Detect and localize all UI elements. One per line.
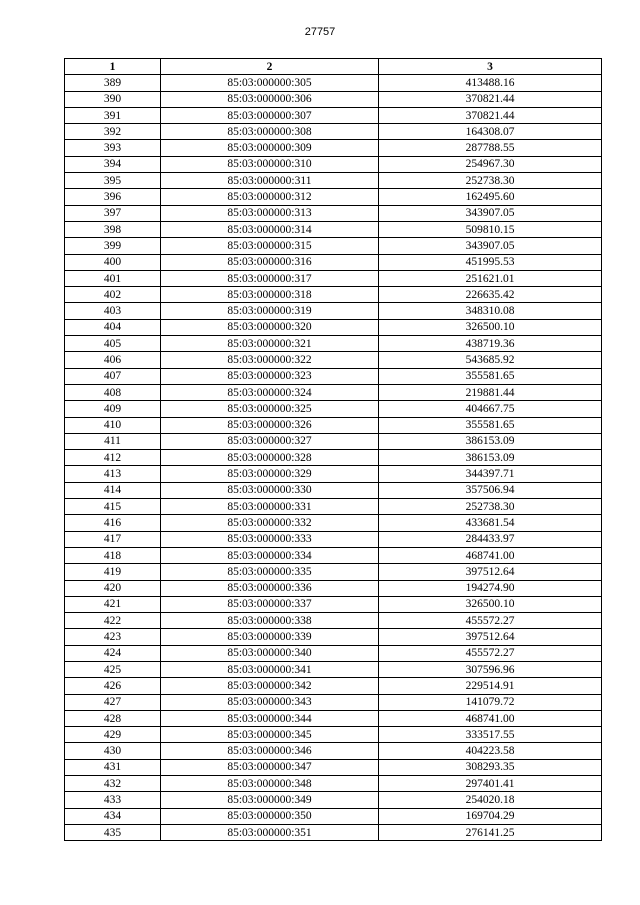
cadastral-number-cell: 85:03:000000:341 [161, 661, 379, 677]
row-number-cell: 431 [65, 759, 161, 775]
row-number-cell: 428 [65, 710, 161, 726]
value-cell: 413488.16 [379, 75, 602, 91]
row-number-cell: 417 [65, 531, 161, 547]
value-cell: 252738.30 [379, 499, 602, 515]
value-cell: 297401.41 [379, 776, 602, 792]
table-row [65, 319, 602, 335]
value-cell: 370821.44 [379, 91, 602, 107]
table-row [65, 75, 602, 91]
table-row [65, 645, 602, 661]
table-row [65, 694, 602, 710]
cadastral-number-cell: 85:03:000000:334 [161, 547, 379, 563]
value-cell: 455572.27 [379, 645, 602, 661]
row-number-cell: 390 [65, 91, 161, 107]
row-number-cell: 405 [65, 336, 161, 352]
table-row [65, 221, 602, 237]
value-cell: 308293.35 [379, 759, 602, 775]
row-number-cell: 397 [65, 205, 161, 221]
value-cell: 333517.55 [379, 727, 602, 743]
value-cell: 343907.05 [379, 238, 602, 254]
value-cell: 326500.10 [379, 319, 602, 335]
cadastral-number-cell: 85:03:000000:305 [161, 75, 379, 91]
row-number-cell: 432 [65, 776, 161, 792]
value-cell: 451995.53 [379, 254, 602, 270]
cadastral-number-cell: 85:03:000000:328 [161, 450, 379, 466]
cadastral-number-cell: 85:03:000000:323 [161, 368, 379, 384]
row-number-cell: 421 [65, 596, 161, 612]
row-number-cell: 392 [65, 124, 161, 140]
cadastral-number-cell: 85:03:000000:315 [161, 238, 379, 254]
cadastral-number-cell: 85:03:000000:311 [161, 173, 379, 189]
cadastral-number-cell: 85:03:000000:316 [161, 254, 379, 270]
value-cell: 468741.00 [379, 710, 602, 726]
cadastral-number-cell: 85:03:000000:327 [161, 433, 379, 449]
row-number-cell: 433 [65, 792, 161, 808]
value-cell: 543685.92 [379, 352, 602, 368]
value-cell: 141079.72 [379, 694, 602, 710]
cadastral-number-cell: 85:03:000000:344 [161, 710, 379, 726]
table-row [65, 433, 602, 449]
table-row [65, 661, 602, 677]
row-number-cell: 403 [65, 303, 161, 319]
row-number-cell: 391 [65, 107, 161, 123]
cadastral-number-cell: 85:03:000000:318 [161, 287, 379, 303]
value-cell: 254020.18 [379, 792, 602, 808]
cadastral-number-cell: 85:03:000000:319 [161, 303, 379, 319]
row-number-cell: 422 [65, 613, 161, 629]
row-number-cell: 419 [65, 564, 161, 580]
cadastral-number-cell: 85:03:000000:329 [161, 466, 379, 482]
cadastral-number-cell: 85:03:000000:314 [161, 221, 379, 237]
value-cell: 226635.42 [379, 287, 602, 303]
table-row [65, 776, 602, 792]
cadastral-number-cell: 85:03:000000:342 [161, 678, 379, 694]
table-row [65, 499, 602, 515]
table-row [65, 792, 602, 808]
table-row [65, 238, 602, 254]
value-cell: 348310.08 [379, 303, 602, 319]
value-cell: 397512.64 [379, 629, 602, 645]
table-row [65, 156, 602, 172]
cadastral-number-cell: 85:03:000000:308 [161, 124, 379, 140]
table-row [65, 303, 602, 319]
row-number-cell: 418 [65, 547, 161, 563]
cadastral-number-cell: 85:03:000000:347 [161, 759, 379, 775]
table-row [65, 678, 602, 694]
cadastral-number-cell: 85:03:000000:337 [161, 596, 379, 612]
value-cell: 307596.96 [379, 661, 602, 677]
cadastral-number-cell: 85:03:000000:350 [161, 808, 379, 824]
table-row [65, 336, 602, 352]
table-row [65, 124, 602, 140]
row-number-cell: 420 [65, 580, 161, 596]
table-row [65, 710, 602, 726]
table-row [65, 401, 602, 417]
table-row [65, 466, 602, 482]
cadastral-number-cell: 85:03:000000:346 [161, 743, 379, 759]
table-row [65, 352, 602, 368]
table-row [65, 482, 602, 498]
cadastral-number-cell: 85:03:000000:330 [161, 482, 379, 498]
table-header-row [65, 59, 602, 75]
value-cell: 397512.64 [379, 564, 602, 580]
cadastral-number-cell: 85:03:000000:312 [161, 189, 379, 205]
table-row [65, 727, 602, 743]
cadastral-number-cell: 85:03:000000:309 [161, 140, 379, 156]
table-row [65, 759, 602, 775]
value-cell: 287788.55 [379, 140, 602, 156]
table-row [65, 368, 602, 384]
value-cell: 357506.94 [379, 482, 602, 498]
cadastral-number-cell: 85:03:000000:333 [161, 531, 379, 547]
table-row [65, 596, 602, 612]
cadastral-number-cell: 85:03:000000:326 [161, 417, 379, 433]
value-cell: 162495.60 [379, 189, 602, 205]
value-cell: 433681.54 [379, 515, 602, 531]
value-cell: 254967.30 [379, 156, 602, 172]
row-number-cell: 425 [65, 661, 161, 677]
value-cell: 276141.25 [379, 824, 602, 840]
table-row [65, 580, 602, 596]
cadastral-number-cell: 85:03:000000:307 [161, 107, 379, 123]
table-row [65, 743, 602, 759]
cadastral-number-cell: 85:03:000000:336 [161, 580, 379, 596]
value-cell: 229514.91 [379, 678, 602, 694]
row-number-cell: 410 [65, 417, 161, 433]
cadastral-number-cell: 85:03:000000:338 [161, 613, 379, 629]
row-number-cell: 406 [65, 352, 161, 368]
row-number-cell: 409 [65, 401, 161, 417]
table-row [65, 450, 602, 466]
row-number-cell: 434 [65, 808, 161, 824]
row-number-cell: 426 [65, 678, 161, 694]
table-row [65, 287, 602, 303]
table-row [65, 824, 602, 840]
row-number-cell: 415 [65, 499, 161, 515]
cadastral-number-cell: 85:03:000000:320 [161, 319, 379, 335]
cadastral-number-cell: 85:03:000000:325 [161, 401, 379, 417]
cadastral-number-cell: 85:03:000000:324 [161, 384, 379, 400]
cadastral-number-cell: 85:03:000000:331 [161, 499, 379, 515]
value-cell: 344397.71 [379, 466, 602, 482]
cadastral-number-cell: 85:03:000000:348 [161, 776, 379, 792]
value-cell: 386153.09 [379, 450, 602, 466]
table-row [65, 629, 602, 645]
row-number-cell: 416 [65, 515, 161, 531]
row-number-cell: 427 [65, 694, 161, 710]
cadastral-number-cell: 85:03:000000:322 [161, 352, 379, 368]
cadastral-number-cell: 85:03:000000:335 [161, 564, 379, 580]
cadastral-number-cell: 85:03:000000:313 [161, 205, 379, 221]
table-row [65, 547, 602, 563]
value-cell: 343907.05 [379, 205, 602, 221]
table-row [65, 173, 602, 189]
table-row [65, 205, 602, 221]
value-cell: 455572.27 [379, 613, 602, 629]
table-body [65, 75, 602, 841]
table-row [65, 384, 602, 400]
table-row [65, 531, 602, 547]
row-number-cell: 393 [65, 140, 161, 156]
value-cell: 370821.44 [379, 107, 602, 123]
value-cell: 251621.01 [379, 270, 602, 286]
column-header-2: 2 [161, 59, 379, 75]
row-number-cell: 423 [65, 629, 161, 645]
cadastral-number-cell: 85:03:000000:340 [161, 645, 379, 661]
row-number-cell: 394 [65, 156, 161, 172]
cadastral-number-cell: 85:03:000000:310 [161, 156, 379, 172]
value-cell: 194274.90 [379, 580, 602, 596]
cadastral-number-cell: 85:03:000000:339 [161, 629, 379, 645]
column-header-1: 1 [65, 59, 161, 75]
row-number-cell: 396 [65, 189, 161, 205]
cadastral-number-cell: 85:03:000000:349 [161, 792, 379, 808]
value-cell: 404223.58 [379, 743, 602, 759]
cadastral-number-cell: 85:03:000000:351 [161, 824, 379, 840]
value-cell: 509810.15 [379, 221, 602, 237]
cadastral-number-cell: 85:03:000000:321 [161, 336, 379, 352]
value-cell: 355581.65 [379, 417, 602, 433]
value-cell: 438719.36 [379, 336, 602, 352]
row-number-cell: 408 [65, 384, 161, 400]
row-number-cell: 411 [65, 433, 161, 449]
table-row [65, 91, 602, 107]
row-number-cell: 413 [65, 466, 161, 482]
cadastral-number-cell: 85:03:000000:345 [161, 727, 379, 743]
row-number-cell: 424 [65, 645, 161, 661]
row-number-cell: 407 [65, 368, 161, 384]
row-number-cell: 404 [65, 319, 161, 335]
value-cell: 169704.29 [379, 808, 602, 824]
row-number-cell: 414 [65, 482, 161, 498]
row-number-cell: 430 [65, 743, 161, 759]
table-row [65, 417, 602, 433]
value-cell: 219881.44 [379, 384, 602, 400]
value-cell: 404667.75 [379, 401, 602, 417]
table-row [65, 564, 602, 580]
cadastral-number-cell: 85:03:000000:306 [161, 91, 379, 107]
value-cell: 326500.10 [379, 596, 602, 612]
row-number-cell: 435 [65, 824, 161, 840]
column-header-3: 3 [379, 59, 602, 75]
value-cell: 284433.97 [379, 531, 602, 547]
table-row [65, 808, 602, 824]
value-cell: 164308.07 [379, 124, 602, 140]
row-number-cell: 395 [65, 173, 161, 189]
row-number-cell: 402 [65, 287, 161, 303]
table-row [65, 189, 602, 205]
row-number-cell: 401 [65, 270, 161, 286]
cadastral-number-cell: 85:03:000000:332 [161, 515, 379, 531]
row-number-cell: 400 [65, 254, 161, 270]
row-number-cell: 389 [65, 75, 161, 91]
cadastral-number-cell: 85:03:000000:317 [161, 270, 379, 286]
table-row [65, 254, 602, 270]
table-row [65, 515, 602, 531]
row-number-cell: 429 [65, 727, 161, 743]
value-cell: 386153.09 [379, 433, 602, 449]
table-row [65, 107, 602, 123]
table-row [65, 270, 602, 286]
data-table [64, 58, 602, 841]
page-number: 27757 [304, 26, 336, 38]
value-cell: 355581.65 [379, 368, 602, 384]
table-row [65, 613, 602, 629]
value-cell: 468741.00 [379, 547, 602, 563]
cadastral-number-cell: 85:03:000000:343 [161, 694, 379, 710]
row-number-cell: 398 [65, 221, 161, 237]
row-number-cell: 412 [65, 450, 161, 466]
table-row [65, 140, 602, 156]
value-cell: 252738.30 [379, 173, 602, 189]
row-number-cell: 399 [65, 238, 161, 254]
